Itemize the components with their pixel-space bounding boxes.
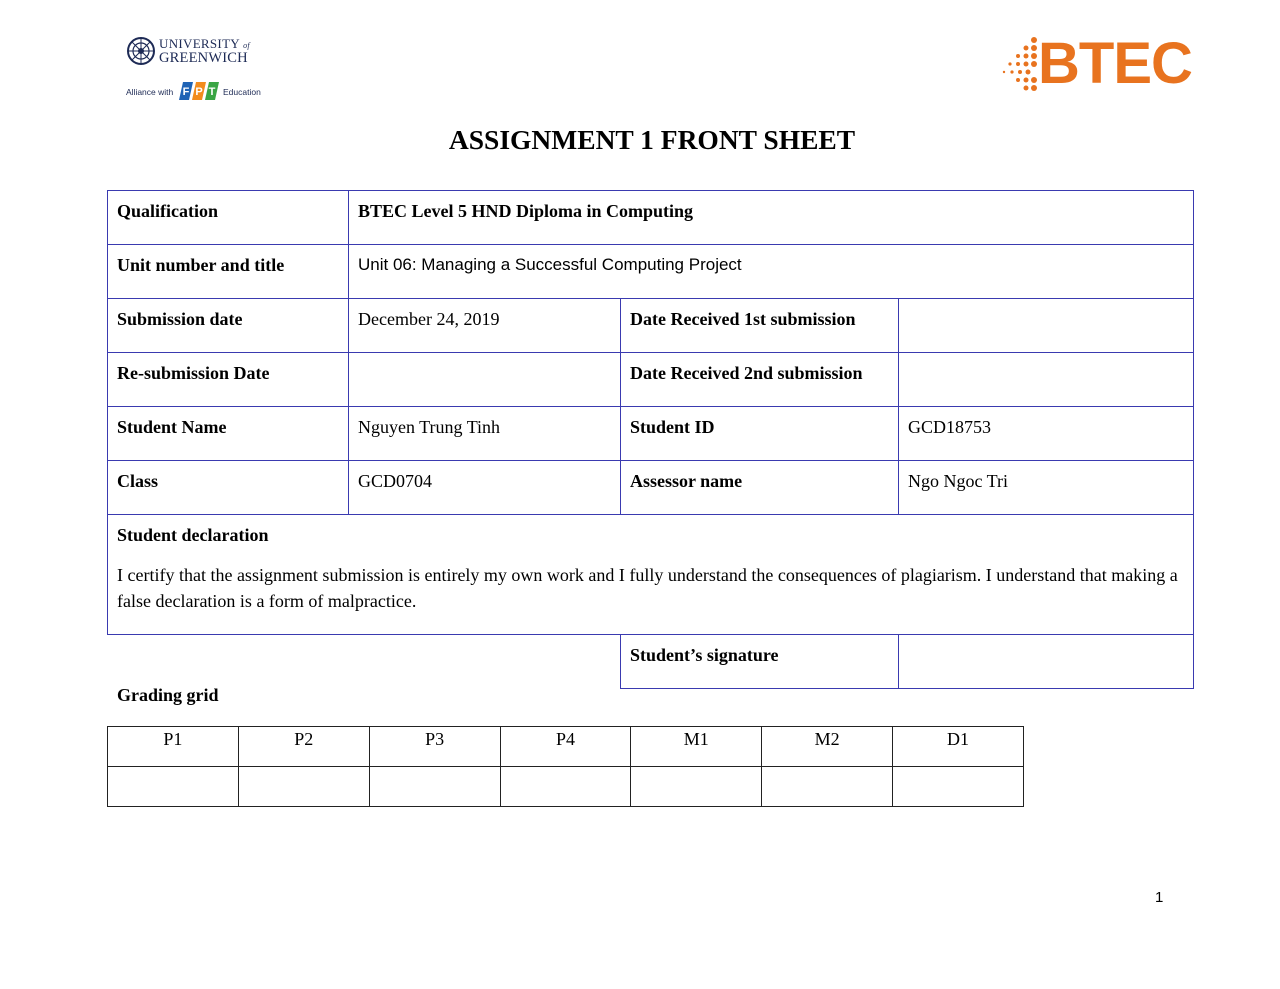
declaration-heading: Student declaration bbox=[117, 525, 269, 545]
grade-value bbox=[762, 767, 893, 807]
grade-header: D1 bbox=[893, 727, 1024, 767]
education-text: Education bbox=[223, 87, 261, 97]
grade-header: P1 bbox=[108, 727, 239, 767]
table-row bbox=[108, 191, 1194, 245]
qualification-value: BTEC Level 5 HND Diploma in Computing bbox=[349, 191, 1194, 245]
received-1st-value bbox=[899, 299, 1194, 353]
table-row bbox=[108, 515, 1194, 635]
student-name-value: Nguyen Trung Tinh bbox=[349, 407, 621, 461]
university-text: UNIVERSITY bbox=[159, 36, 240, 51]
grade-value bbox=[108, 767, 239, 807]
qualification-label: Qualification bbox=[108, 191, 349, 245]
table-row bbox=[108, 353, 1194, 407]
grade-header: P3 bbox=[369, 727, 500, 767]
table-row bbox=[108, 245, 1194, 299]
class-label: Class bbox=[108, 461, 349, 515]
declaration-cell bbox=[108, 515, 1194, 635]
fpt-alliance bbox=[126, 80, 266, 104]
university-logo bbox=[124, 34, 264, 106]
unit-label: Unit number and title bbox=[108, 245, 349, 299]
alliance-text: Alliance with bbox=[126, 87, 174, 97]
grade-header: M1 bbox=[631, 727, 762, 767]
signature-value bbox=[899, 635, 1194, 689]
empty-cell bbox=[108, 635, 621, 689]
grade-value bbox=[238, 767, 369, 807]
signature-label: Student’s signature bbox=[621, 635, 899, 689]
resubmission-label: Re-submission Date bbox=[108, 353, 349, 407]
grade-value bbox=[631, 767, 762, 807]
grade-header: P4 bbox=[500, 727, 631, 767]
unit-value: Unit 06: Managing a Successful Computing Project bbox=[349, 245, 1194, 299]
assessor-value: Ngo Ngoc Tri bbox=[899, 461, 1194, 515]
received-2nd-label: Date Received 2nd submission bbox=[621, 353, 899, 407]
submission-date-label: Submission date bbox=[108, 299, 349, 353]
received-2nd-value bbox=[899, 353, 1194, 407]
student-id-label: Student ID bbox=[621, 407, 899, 461]
grading-grid-label: Grading grid bbox=[117, 685, 219, 705]
table-row bbox=[108, 635, 1194, 689]
grade-value bbox=[369, 767, 500, 807]
btec-logo bbox=[1000, 31, 1195, 98]
grade-header: P2 bbox=[238, 727, 369, 767]
page-number: 1 bbox=[1155, 889, 1164, 906]
front-sheet-table bbox=[107, 190, 1194, 689]
fpt-letter: F bbox=[182, 86, 190, 98]
btec-wordmark: BTEC bbox=[1038, 31, 1192, 96]
grade-value bbox=[893, 767, 1024, 807]
fpt-letter: P bbox=[195, 86, 203, 98]
grading-grid bbox=[107, 726, 1024, 807]
greenwich-wordmark bbox=[124, 34, 264, 68]
student-name-label: Student Name bbox=[108, 407, 349, 461]
grading-value-row bbox=[108, 767, 1024, 807]
grade-header: M2 bbox=[762, 727, 893, 767]
submission-date-value: December 24, 2019 bbox=[349, 299, 621, 353]
of-text: of bbox=[243, 41, 250, 50]
fpt-logo-icon bbox=[177, 80, 221, 102]
grading-header-row bbox=[108, 727, 1024, 767]
table-row bbox=[108, 299, 1194, 353]
fpt-letter: T bbox=[208, 86, 216, 98]
table-row bbox=[108, 461, 1194, 515]
resubmission-value bbox=[349, 353, 621, 407]
page-title: ASSIGNMENT 1 FRONT SHEET bbox=[448, 124, 856, 155]
btec-dots-icon bbox=[1000, 36, 1040, 98]
table-row bbox=[108, 407, 1194, 461]
grade-value bbox=[500, 767, 631, 807]
received-1st-label: Date Received 1st submission bbox=[621, 299, 899, 353]
student-id-value: GCD18753 bbox=[899, 407, 1194, 461]
crest-icon bbox=[126, 36, 156, 66]
class-value: GCD0704 bbox=[349, 461, 621, 515]
assessor-label: Assessor name bbox=[621, 461, 899, 515]
declaration-text: I certify that the assignment submission is entirely my own work and I fully understand the consequences of plagiarism. I understand that making a false declaration is a form of malpractice. bbox=[117, 565, 1178, 611]
greenwich-text: GREENWICH bbox=[159, 50, 248, 66]
